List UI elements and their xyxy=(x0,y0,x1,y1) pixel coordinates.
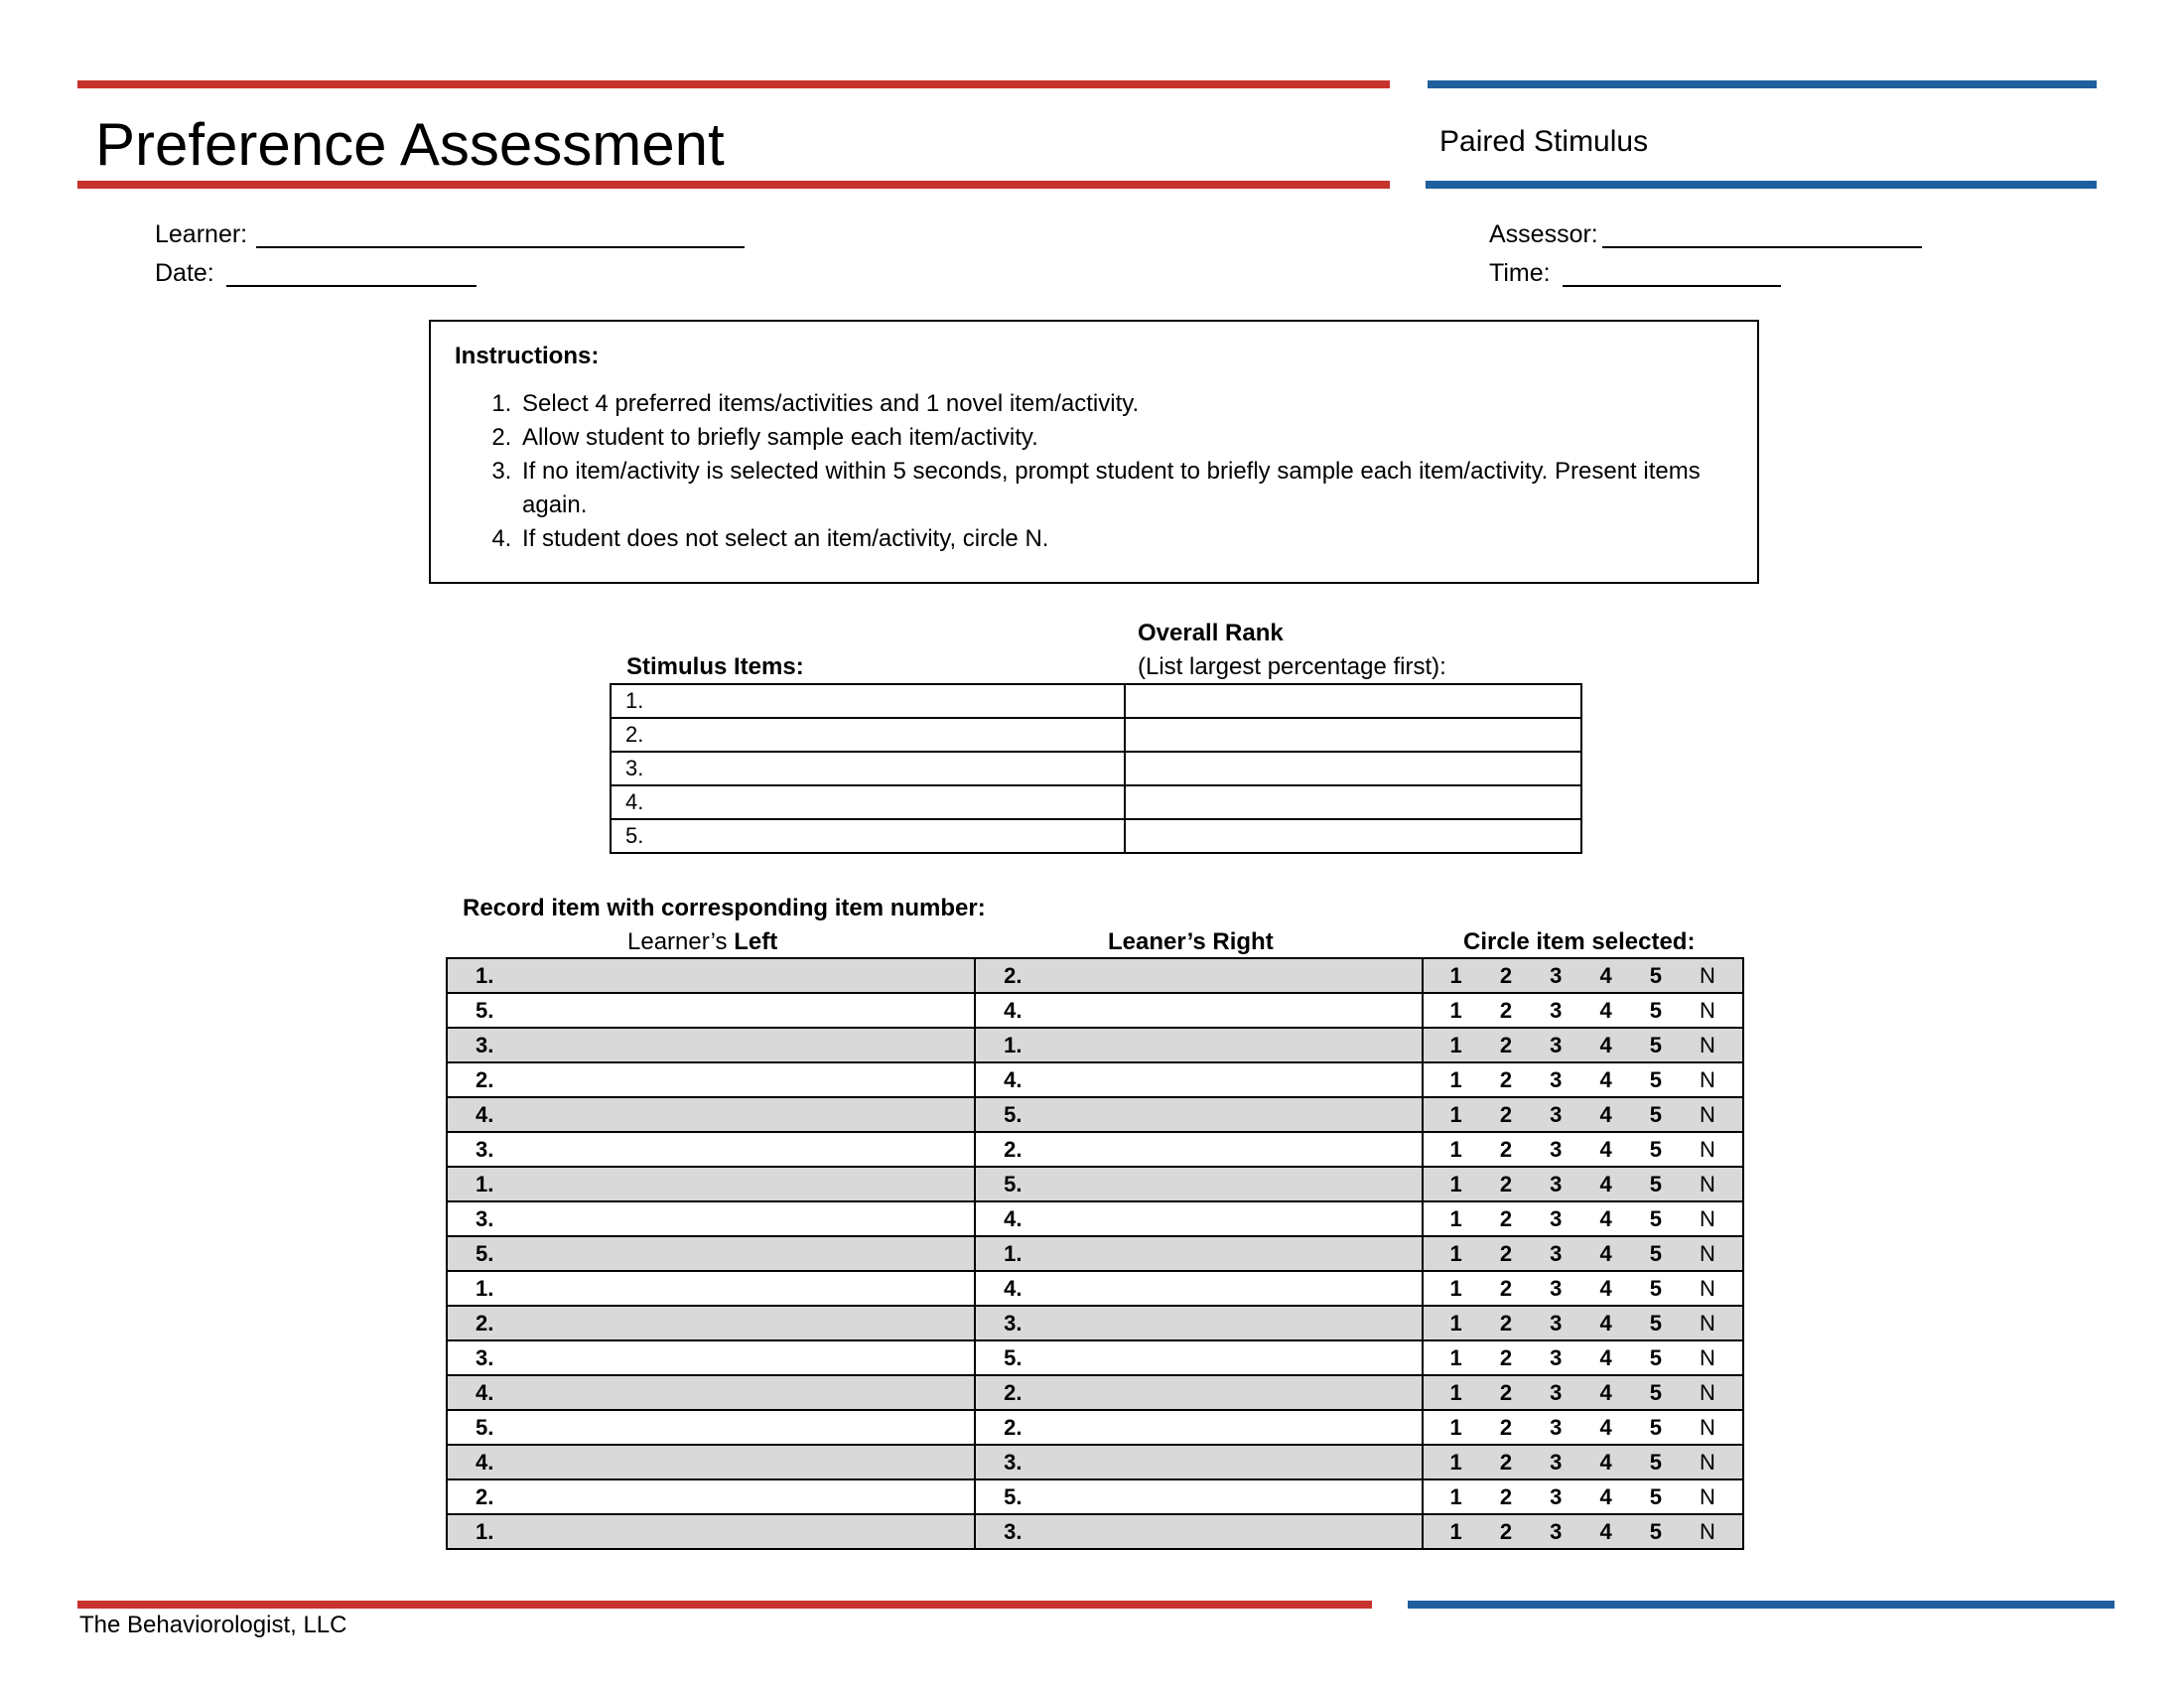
circle-option-3[interactable]: 3 xyxy=(1550,962,1563,988)
circle-options-cell xyxy=(1423,993,1743,1028)
circle-option-1[interactable]: 1 xyxy=(1449,1171,1462,1196)
circle-option-4[interactable]: 4 xyxy=(1599,1136,1612,1162)
stimulus-row xyxy=(611,819,1581,853)
circle-option-4[interactable]: 4 xyxy=(1599,1414,1612,1440)
circle-option-n[interactable]: N xyxy=(1700,1483,1715,1509)
circle-option-4[interactable]: 4 xyxy=(1599,1379,1612,1405)
circle-option-2[interactable]: 2 xyxy=(1499,1379,1513,1405)
circle-options-cell xyxy=(1423,1201,1743,1236)
circle-option-5[interactable]: 5 xyxy=(1649,1344,1662,1370)
learner-right-cell[interactable]: 5. xyxy=(975,1340,1422,1375)
circle-option-n[interactable]: N xyxy=(1700,1171,1715,1196)
page-subtitle: Paired Stimulus xyxy=(1439,125,1649,158)
circle-option-n[interactable]: N xyxy=(1700,1518,1715,1544)
circle-option-1[interactable]: 1 xyxy=(1449,1240,1462,1266)
circle-options xyxy=(1424,1206,1742,1232)
circle-option-1[interactable]: 1 xyxy=(1449,962,1462,988)
circle-options xyxy=(1424,1137,1742,1163)
circle-option-n[interactable]: N xyxy=(1700,1240,1715,1266)
circle-options-cell xyxy=(1423,1236,1743,1271)
circle-options-cell xyxy=(1423,1167,1743,1201)
circle-option-4[interactable]: 4 xyxy=(1599,1275,1612,1301)
circle-item-header: Circle item selected: xyxy=(1463,928,1696,955)
pair-row xyxy=(447,1028,1743,1062)
circle-options xyxy=(1424,1067,1742,1093)
circle-options xyxy=(1424,1102,1742,1128)
stimulus-item-cell[interactable]: 1. xyxy=(611,684,1125,718)
circle-option-3[interactable]: 3 xyxy=(1550,1310,1563,1336)
learner-right-cell[interactable]: 2. xyxy=(975,958,1422,993)
learner-left-cell[interactable]: 5. xyxy=(447,1410,975,1445)
circle-option-4[interactable]: 4 xyxy=(1599,997,1612,1023)
circle-option-5[interactable]: 5 xyxy=(1649,1275,1662,1301)
circle-option-n[interactable]: N xyxy=(1700,1379,1715,1405)
footer-company: The Behaviorologist, LLC xyxy=(79,1612,347,1638)
instruction-item: 2. Allow student to briefly sample each item/activity. xyxy=(518,421,1733,455)
circle-options xyxy=(1424,1519,1742,1545)
pair-row xyxy=(447,1271,1743,1306)
circle-options xyxy=(1424,1345,1742,1371)
circle-option-5[interactable]: 5 xyxy=(1649,962,1662,988)
circle-option-5[interactable]: 5 xyxy=(1649,1066,1662,1092)
pair-row xyxy=(447,1410,1743,1445)
circle-option-3[interactable]: 3 xyxy=(1550,1032,1563,1057)
header-bottom-red-rule xyxy=(77,181,1390,189)
learner-right-cell[interactable]: 3. xyxy=(975,1306,1422,1340)
learner-right-cell[interactable]: 3. xyxy=(975,1514,1422,1549)
pair-row xyxy=(447,1167,1743,1201)
circle-options xyxy=(1424,963,1742,989)
circle-options xyxy=(1424,1276,1742,1302)
stimulus-item-cell[interactable]: 3. xyxy=(611,752,1125,785)
learner-right-cell[interactable]: 4. xyxy=(975,1062,1422,1097)
circle-option-4[interactable]: 4 xyxy=(1599,1344,1612,1370)
learner-left-cell[interactable]: 1. xyxy=(447,958,975,993)
circle-option-4[interactable]: 4 xyxy=(1599,1240,1612,1266)
circle-option-4[interactable]: 4 xyxy=(1599,1483,1612,1509)
learner-left-cell[interactable]: 4. xyxy=(447,1375,975,1410)
instructions-title: Instructions: xyxy=(455,343,600,369)
circle-options xyxy=(1424,1380,1742,1406)
circle-option-n[interactable]: N xyxy=(1700,1275,1715,1301)
overall-rank-subheader: (List largest percentage first): xyxy=(1138,653,1446,680)
circle-option-5[interactable]: 5 xyxy=(1649,1483,1662,1509)
learner-field[interactable] xyxy=(256,246,745,248)
circle-option-3[interactable]: 3 xyxy=(1550,1171,1563,1196)
circle-option-3[interactable]: 3 xyxy=(1550,1414,1563,1440)
learner-right-cell[interactable]: 5. xyxy=(975,1479,1422,1514)
circle-option-n[interactable]: N xyxy=(1700,1136,1715,1162)
learner-left-cell[interactable]: 2. xyxy=(447,1306,975,1340)
learner-left-cell[interactable]: 2. xyxy=(447,1062,975,1097)
header-bottom-blue-rule xyxy=(1426,181,2097,189)
stimulus-item-cell[interactable]: 5. xyxy=(611,819,1125,853)
learner-right-cell[interactable]: 5. xyxy=(975,1167,1422,1201)
learner-right-cell[interactable]: 1. xyxy=(975,1236,1422,1271)
circle-option-2[interactable]: 2 xyxy=(1499,1136,1513,1162)
header-top-blue-rule xyxy=(1428,80,2097,88)
circle-option-1[interactable]: 1 xyxy=(1449,1344,1462,1370)
stimulus-row xyxy=(611,718,1581,752)
circle-option-n[interactable]: N xyxy=(1700,1032,1715,1057)
footer-blue-rule xyxy=(1408,1601,2115,1609)
circle-option-2[interactable]: 2 xyxy=(1499,1449,1513,1475)
learner-right-cell[interactable]: 4. xyxy=(975,1271,1422,1306)
circle-option-1[interactable]: 1 xyxy=(1449,1066,1462,1092)
circle-option-2[interactable]: 2 xyxy=(1499,1101,1513,1127)
circle-option-2[interactable]: 2 xyxy=(1499,962,1513,988)
circle-option-n[interactable]: N xyxy=(1700,1449,1715,1475)
learner-right-cell[interactable]: 5. xyxy=(975,1097,1422,1132)
circle-option-1[interactable]: 1 xyxy=(1449,997,1462,1023)
circle-option-4[interactable]: 4 xyxy=(1599,1032,1612,1057)
learner-left-cell[interactable]: 2. xyxy=(447,1479,975,1514)
page-title: Preference Assessment xyxy=(95,111,725,178)
circle-option-n[interactable]: N xyxy=(1700,1344,1715,1370)
learner-left-bold: Left xyxy=(734,928,778,955)
learner-left-cell[interactable]: 1. xyxy=(447,1271,975,1306)
circle-option-5[interactable]: 5 xyxy=(1649,1414,1662,1440)
circle-option-5[interactable]: 5 xyxy=(1649,1032,1662,1057)
learner-left-cell[interactable]: 3. xyxy=(447,1201,975,1236)
pair-row xyxy=(447,1375,1743,1410)
circle-options xyxy=(1424,1241,1742,1267)
circle-option-5[interactable]: 5 xyxy=(1649,1171,1662,1196)
circle-option-n[interactable]: N xyxy=(1700,1066,1715,1092)
circle-option-2[interactable]: 2 xyxy=(1499,997,1513,1023)
circle-option-4[interactable]: 4 xyxy=(1599,1066,1612,1092)
circle-option-1[interactable]: 1 xyxy=(1449,1136,1462,1162)
circle-options xyxy=(1424,998,1742,1024)
circle-options-cell xyxy=(1423,1514,1743,1549)
circle-option-3[interactable]: 3 xyxy=(1550,1240,1563,1266)
circle-option-n[interactable]: N xyxy=(1700,997,1715,1023)
circle-options-cell xyxy=(1423,1445,1743,1479)
overall-rank-header: Overall Rank xyxy=(1138,620,1284,646)
circle-options xyxy=(1424,1484,1742,1510)
pair-row xyxy=(447,1236,1743,1271)
instructions-list xyxy=(455,387,1733,556)
circle-option-2[interactable]: 2 xyxy=(1499,1275,1513,1301)
circle-options-cell xyxy=(1423,1132,1743,1167)
instructions-box xyxy=(429,320,1759,584)
pair-row xyxy=(447,1062,1743,1097)
circle-option-1[interactable]: 1 xyxy=(1449,1483,1462,1509)
circle-option-2[interactable]: 2 xyxy=(1499,1066,1513,1092)
pair-row xyxy=(447,1445,1743,1479)
circle-options-cell xyxy=(1423,1479,1743,1514)
circle-option-2[interactable]: 2 xyxy=(1499,1310,1513,1336)
time-field[interactable] xyxy=(1563,285,1781,287)
circle-option-4[interactable]: 4 xyxy=(1599,1171,1612,1196)
learner-left-cell[interactable]: 3. xyxy=(447,1132,975,1167)
pair-row xyxy=(447,1306,1743,1340)
learner-left-cell[interactable]: 4. xyxy=(447,1445,975,1479)
time-label: Time: xyxy=(1489,259,1551,287)
learner-left-cell[interactable]: 4. xyxy=(447,1097,975,1132)
learner-left-prefix: Learner’s xyxy=(627,928,735,955)
pair-row xyxy=(447,1097,1743,1132)
circle-option-4[interactable]: 4 xyxy=(1599,1449,1612,1475)
circle-option-5[interactable]: 5 xyxy=(1649,1101,1662,1127)
stimulus-row xyxy=(611,785,1581,819)
footer-red-rule xyxy=(77,1601,1372,1609)
circle-option-1[interactable]: 1 xyxy=(1449,1101,1462,1127)
circle-option-3[interactable]: 3 xyxy=(1550,997,1563,1023)
overall-rank-cell[interactable] xyxy=(1125,684,1581,718)
assessor-label: Assessor: xyxy=(1489,220,1598,248)
date-field[interactable] xyxy=(226,285,477,287)
circle-options xyxy=(1424,1172,1742,1197)
instruction-item: 3. If no item/activity is selected within 5 seconds, prompt student to briefly sample each item/activity. Present items again. xyxy=(518,455,1733,522)
circle-option-2[interactable]: 2 xyxy=(1499,1171,1513,1196)
learner-left-cell[interactable]: 5. xyxy=(447,1236,975,1271)
stimulus-item-cell[interactable]: 4. xyxy=(611,785,1125,819)
record-label: Record item with corresponding item number: xyxy=(463,895,986,921)
pair-row xyxy=(447,1132,1743,1167)
circle-option-1[interactable]: 1 xyxy=(1449,1449,1462,1475)
circle-option-3[interactable]: 3 xyxy=(1550,1449,1563,1475)
circle-options xyxy=(1424,1311,1742,1336)
circle-option-4[interactable]: 4 xyxy=(1599,962,1612,988)
instruction-item: 4. If student does not select an item/activity, circle N. xyxy=(518,522,1733,556)
learner-right-cell[interactable]: 4. xyxy=(975,1201,1422,1236)
stimulus-items-header: Stimulus Items: xyxy=(626,653,804,680)
circle-options-cell xyxy=(1423,1028,1743,1062)
circle-option-5[interactable]: 5 xyxy=(1649,1379,1662,1405)
circle-option-3[interactable]: 3 xyxy=(1550,1379,1563,1405)
circle-option-3[interactable]: 3 xyxy=(1550,1136,1563,1162)
learner-right-cell[interactable]: 3. xyxy=(975,1445,1422,1479)
circle-options-cell xyxy=(1423,1062,1743,1097)
circle-option-1[interactable]: 1 xyxy=(1449,1518,1462,1544)
circle-option-5[interactable]: 5 xyxy=(1649,1205,1662,1231)
circle-option-5[interactable]: 5 xyxy=(1649,1310,1662,1336)
circle-option-3[interactable]: 3 xyxy=(1550,1483,1563,1509)
learner-label: Learner: xyxy=(155,220,248,248)
circle-options-cell xyxy=(1423,1340,1743,1375)
date-label: Date: xyxy=(155,259,214,287)
pair-row xyxy=(447,1479,1743,1514)
circle-option-2[interactable]: 2 xyxy=(1499,1205,1513,1231)
learner-right-cell[interactable]: 2. xyxy=(975,1375,1422,1410)
pair-row xyxy=(447,1201,1743,1236)
circle-option-3[interactable]: 3 xyxy=(1550,1344,1563,1370)
circle-option-4[interactable]: 4 xyxy=(1599,1518,1612,1544)
stimulus-item-cell[interactable]: 2. xyxy=(611,718,1125,752)
circle-option-2[interactable]: 2 xyxy=(1499,1483,1513,1509)
learner-right-cell[interactable]: 1. xyxy=(975,1028,1422,1062)
circle-option-n[interactable]: N xyxy=(1700,1101,1715,1127)
circle-option-5[interactable]: 5 xyxy=(1649,997,1662,1023)
stimulus-table xyxy=(610,683,1582,854)
circle-option-5[interactable]: 5 xyxy=(1649,1518,1662,1544)
learner-left-header xyxy=(627,925,777,959)
pair-row xyxy=(447,1514,1743,1549)
pair-row xyxy=(447,1340,1743,1375)
circle-option-1[interactable]: 1 xyxy=(1449,1414,1462,1440)
circle-option-n[interactable]: N xyxy=(1700,1310,1715,1336)
circle-option-2[interactable]: 2 xyxy=(1499,1414,1513,1440)
circle-options-cell xyxy=(1423,1375,1743,1410)
circle-option-n[interactable]: N xyxy=(1700,1205,1715,1231)
circle-options-cell xyxy=(1423,1271,1743,1306)
circle-option-2[interactable]: 2 xyxy=(1499,1032,1513,1057)
circle-option-3[interactable]: 3 xyxy=(1550,1101,1563,1127)
pair-row xyxy=(447,958,1743,993)
circle-option-2[interactable]: 2 xyxy=(1499,1240,1513,1266)
circle-option-n[interactable]: N xyxy=(1700,962,1715,988)
circle-option-4[interactable]: 4 xyxy=(1599,1310,1612,1336)
circle-option-3[interactable]: 3 xyxy=(1550,1066,1563,1092)
learner-right-header: Leaner’s Right xyxy=(1108,928,1274,955)
learner-left-cell[interactable]: 3. xyxy=(447,1028,975,1062)
circle-options xyxy=(1424,1033,1742,1058)
circle-option-3[interactable]: 3 xyxy=(1550,1275,1563,1301)
circle-option-4[interactable]: 4 xyxy=(1599,1101,1612,1127)
circle-option-1[interactable]: 1 xyxy=(1449,1379,1462,1405)
circle-options xyxy=(1424,1450,1742,1476)
assessor-field[interactable] xyxy=(1602,246,1922,248)
circle-option-5[interactable]: 5 xyxy=(1649,1240,1662,1266)
circle-options-cell xyxy=(1423,958,1743,993)
stimulus-row xyxy=(611,752,1581,785)
circle-option-2[interactable]: 2 xyxy=(1499,1518,1513,1544)
circle-option-1[interactable]: 1 xyxy=(1449,1275,1462,1301)
circle-options xyxy=(1424,1415,1742,1441)
learner-right-cell[interactable]: 2. xyxy=(975,1132,1422,1167)
overall-rank-cell[interactable] xyxy=(1125,819,1581,853)
circle-option-3[interactable]: 3 xyxy=(1550,1518,1563,1544)
circle-option-3[interactable]: 3 xyxy=(1550,1205,1563,1231)
learner-left-cell[interactable]: 1. xyxy=(447,1167,975,1201)
circle-option-1[interactable]: 1 xyxy=(1449,1205,1462,1231)
learner-left-cell[interactable]: 1. xyxy=(447,1514,975,1549)
overall-rank-cell[interactable] xyxy=(1125,785,1581,819)
learner-right-cell[interactable]: 2. xyxy=(975,1410,1422,1445)
stimulus-row xyxy=(611,684,1581,718)
overall-rank-cell[interactable] xyxy=(1125,752,1581,785)
circle-option-4[interactable]: 4 xyxy=(1599,1205,1612,1231)
pairs-table xyxy=(446,957,1744,1550)
circle-option-1[interactable]: 1 xyxy=(1449,1032,1462,1057)
header-top-red-rule xyxy=(77,80,1390,88)
circle-options-cell xyxy=(1423,1097,1743,1132)
overall-rank-cell[interactable] xyxy=(1125,718,1581,752)
circle-option-1[interactable]: 1 xyxy=(1449,1310,1462,1336)
learner-right-cell[interactable]: 4. xyxy=(975,993,1422,1028)
pair-row xyxy=(447,993,1743,1028)
circle-option-n[interactable]: N xyxy=(1700,1414,1715,1440)
instruction-item: 1. Select 4 preferred items/activities and 1 novel item/activity. xyxy=(518,387,1733,421)
circle-options-cell xyxy=(1423,1410,1743,1445)
circle-options-cell xyxy=(1423,1306,1743,1340)
learner-left-cell[interactable]: 3. xyxy=(447,1340,975,1375)
circle-option-2[interactable]: 2 xyxy=(1499,1344,1513,1370)
circle-option-5[interactable]: 5 xyxy=(1649,1449,1662,1475)
learner-left-cell[interactable]: 5. xyxy=(447,993,975,1028)
circle-option-5[interactable]: 5 xyxy=(1649,1136,1662,1162)
